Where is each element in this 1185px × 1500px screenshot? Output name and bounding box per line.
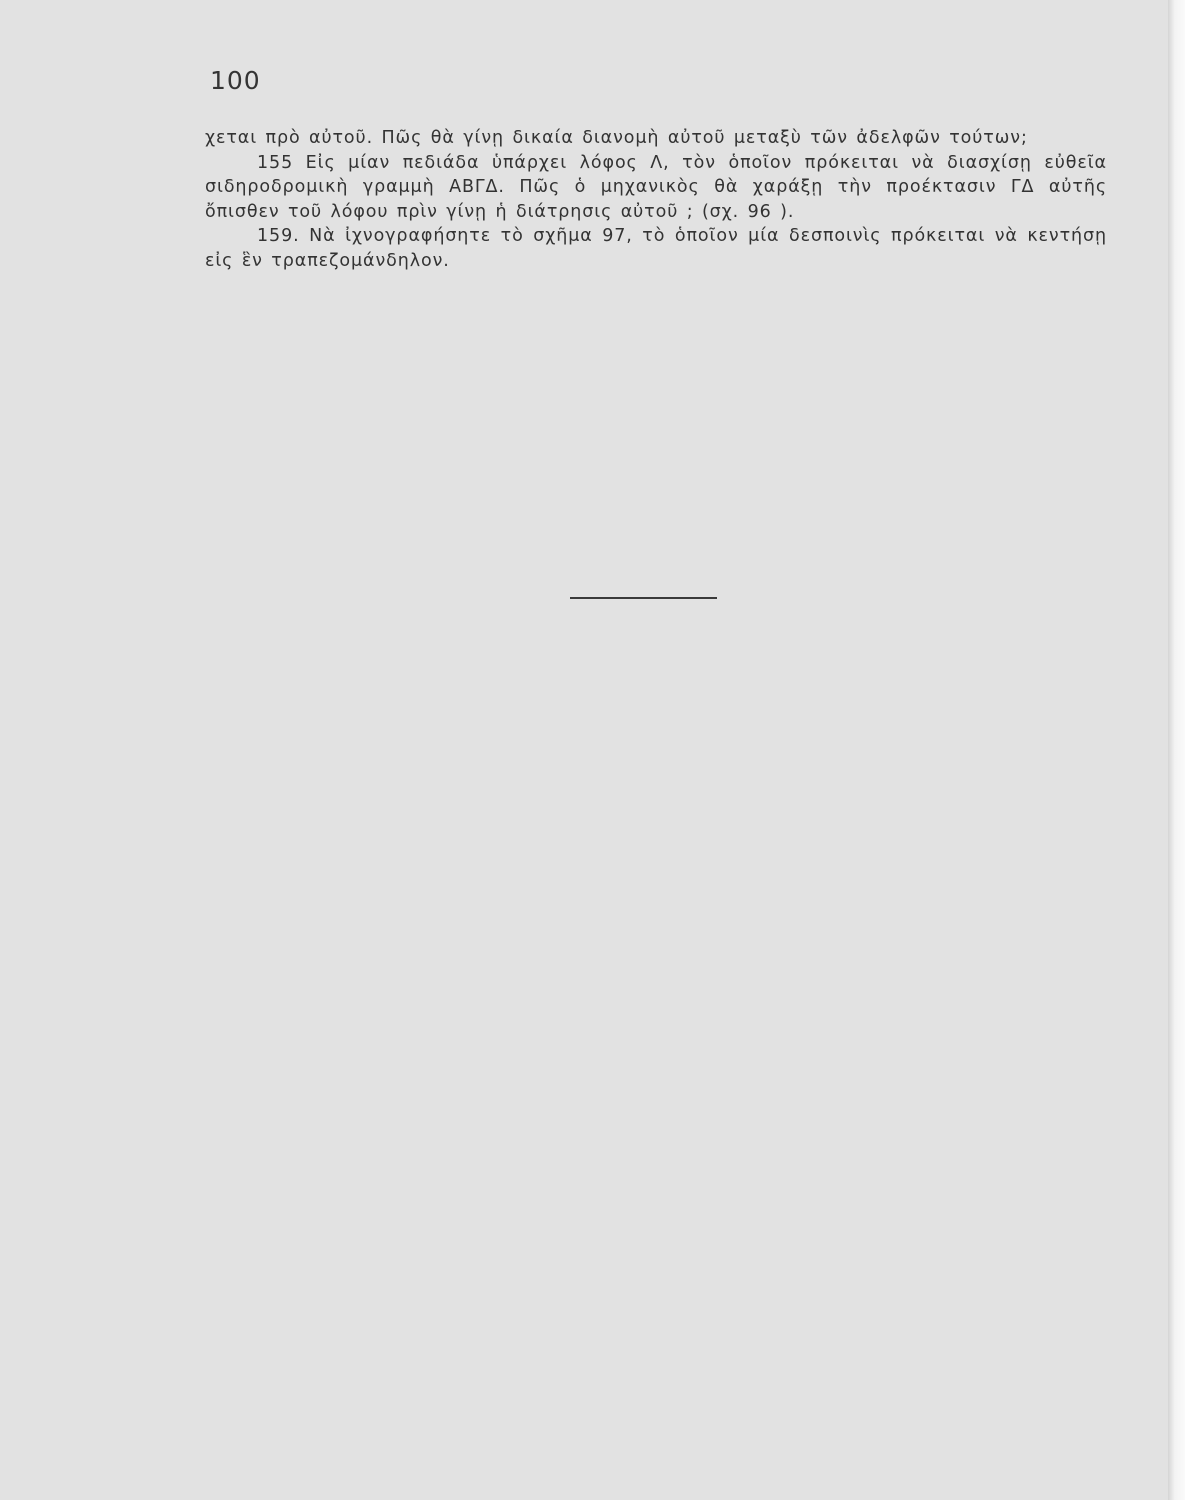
exercise-155: 155 Εἰς μίαν πεδιάδα ὑπάρχει λόφος Λ, τὸν ὁποῖον πρόκειται νὰ διασχίσῃ εὐθεῖα σιδηροδρομικὴ γραμμὴ ΑΒΓΔ. Πῶς ὁ μηχανικὸς θὰ χαράξῃ τὴν προέκτασιν ΓΔ αὐτῆς ὄπισθεν τοῦ λόφου πρὶν γίνῃ ἡ διάτρησις αὐτοῦ ; (σχ. 96 ).: [205, 152, 1107, 222]
body-text: [205, 126, 1107, 274]
exercise-159: 159. Νὰ ἰχνογραφήσητε τὸ σχῆμα 97, τὸ ὁποῖον μία δεσποινὶς πρόκειται νὰ κεντήσῃ εἰς ἓν τραπεζομάνδηλον.: [205, 226, 1107, 271]
page-number: 100: [210, 66, 261, 95]
page-edge: [1168, 0, 1185, 1500]
section-divider: [570, 597, 717, 599]
paragraph-continuation: χεται πρὸ αὐτοῦ. Πῶς θὰ γίνῃ δικαία διανομὴ αὐτοῦ μεταξὺ τῶν ἀδελφῶν τούτων;: [205, 128, 1028, 148]
